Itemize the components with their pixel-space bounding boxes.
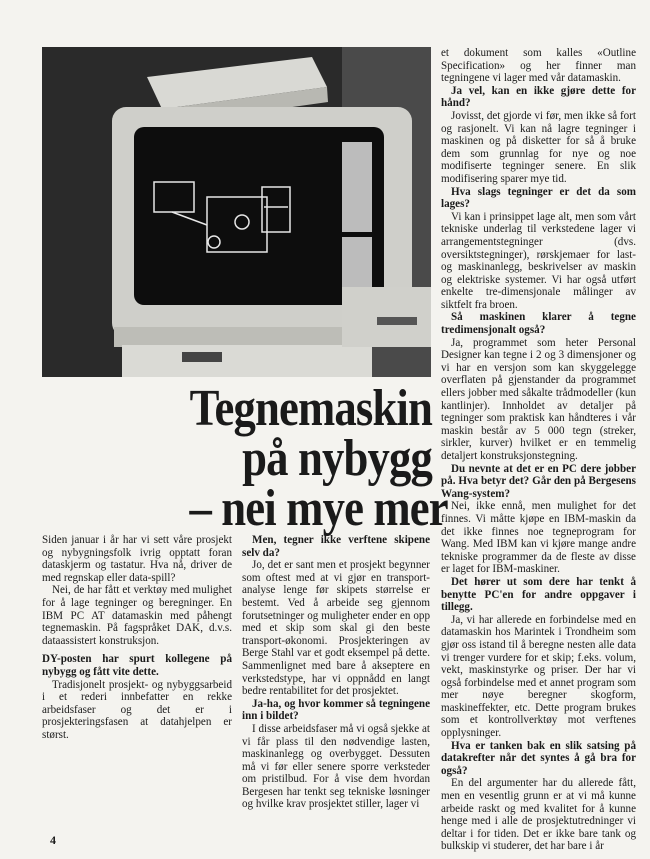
question: Ja-ha, og hvor kommer så tegningene inn i bildet? — [242, 697, 430, 723]
article-column-2 — [242, 534, 430, 811]
question: Men, tegner ikke verftene skipene selv da? — [242, 534, 430, 559]
paragraph: I disse arbeidsfaser må vi også sjekke at vi får plass til den nødvendige lasten, maskinanlegg og overbygget. Dessuten må vi før eller senere sporre verksteder om pristilbud. For å vise dem hvordan Bergesen har tenkt seg tekniske løsninger og hvilke krav prosjektet stiller, lager vi — [242, 722, 430, 811]
paragraph: Ja, programmet som heter Personal Designer kan tegne i 2 og 3 dimensjoner og vi har en versjon som kan skyggelegge overflaten på gjenstander da programmet ellers jobber med såkalte trådmodeller (kun kantlinjer). Innholdet av detaljer på tegninger som praktisk kan håndteres i vår maskin består av 5 000 tegn (streker, sirkler, kurver) hvilket er en temmelig detaljert konstruksjonstegning. — [441, 336, 636, 462]
question: Hva slags tegninger er det da som lages? — [441, 185, 636, 211]
paragraph: En del argumenter har du allerede fått, men en vesentlig grunn er at vi må kunne arbeide raskt og med kvalitet for å kunne henge med i alle de prosjektutredninger vi deltar i for tiden. Det er ikke bare tank og bulkskip vi studerer, det har bare i år — [441, 777, 636, 853]
headline — [189, 380, 448, 537]
paragraph: Siden januar i år har vi sett våre prosjekt og nybygningsfolk ivrig opptatt foran dataskjerm og tastatur. Hva nå, driver de med regnskap eller data-spill? — [42, 534, 232, 584]
paragraph: Nei, ikke ennå, men mulighet for det finnes. Vi måtte kjøpe en IBM-maskin da det ikke finnes noe tegneprogram for Wang. Med IBM kan vi kjøre mange andre tekniske programmer da de fleste av disse er laget for IBM-maskiner. — [441, 500, 636, 576]
paragraph: Jovisst, det gjorde vi før, men ikke så fort og rasjonelt. Vi kan nå lagre tegninger i maskinen og på disketter for så å bruke dem som grunnlag for nye og noe modifiserte tegninger senere. En slik modifisering sparer mye tid. — [441, 109, 636, 185]
question: Hva er tanken bak en slik satsing på datakrefter når det syntes å gå bra for også? — [441, 739, 636, 777]
paragraph: Jo, det er sant men et prosjekt begynner som oftest med at vi gjør en transport-analyse lenge før skipets størrelse er bestemt. Ved å arbeide seg gjennom forutsetninger og muligheter ender en opp med et skip som skal gi den beste transport-økonomi. Prosjekteringen av Berge Stahl var et godt eksempel på dette. Sammenlignet med bare å akseptere en verkstedstype, har vi oppnådd en langt bedre rentabilitet for det prosjektet. — [242, 559, 430, 698]
article-column-3 — [441, 47, 636, 853]
computer-photo — [42, 47, 431, 377]
headline-line-2: på nybygg — [242, 430, 432, 487]
headline-line-1: Tegnemaskin — [189, 380, 432, 437]
question: Du nevnte at det er en PC dere jobber på. Hva betyr det? Går den på Bergesens Wang-system? — [441, 462, 636, 500]
paragraph: Tradisjonelt prosjekt- og nybyggsarbeid i et rederi innbefatter en rekke arbeidsfaser og det er i prosjekteringsfasen at datahjelpen er størst. — [42, 678, 232, 741]
question: Ja vel, kan en ikke gjøre dette for hånd? — [441, 84, 636, 110]
page-number: 4 — [50, 833, 56, 847]
paragraph: Nei, de har fått et verktøy med mulighet for å lage tegninger og beregninger. En IBM PC AT datamaskin med påhengt tegnemaskin. På fagspråket DAK, d.v.s. dataassistert konstruksjon. — [42, 584, 232, 647]
headline-line-3: – nei mye mer — [189, 480, 448, 537]
computer-workstation-icon — [42, 47, 431, 377]
article-column-1 — [42, 534, 232, 742]
question: DY-posten har spurt kollegene på nybygg og fått vite dette. — [42, 653, 232, 678]
paragraph: Ja, vi har allerede en forbindelse med en datamaskin hos Marintek i Trondheim som gjør oss istand til å beregne nesten alle data vi trenger vurdere for et skip; f.eks. volum, vekt, maskinstyrke og priser. Der har vi også forbindelse med et annet program som mer nøye beregner skogform, maskineffekter, etc. Dette program brukes som et kontrollverktøy mot verftenes opplysninger. — [441, 613, 636, 740]
question: Så maskinen klarer å tegne tredimensjonalt også? — [441, 311, 636, 337]
paragraph: et dokument som kalles «Outline Specification» og her finner man tegningene vi lager med vår datamaskin. — [441, 47, 636, 85]
question: Det hører ut som dere har tenkt å benytte PC'en for andre oppgaver i tillegg. — [441, 575, 636, 614]
paragraph: Vi kan i prinsippet lage alt, men som vårt tekniske underlag til verkstedene lager vi arrangementstegninger (dvs. oversiktstegninger), rørskjemaer for last- og maskinanlegg, beskrivelser av maskin og elektriske systemer. Vi har også utført enkelte tre-dimensjonale målinger av siktfelt fra broen. — [441, 210, 636, 311]
